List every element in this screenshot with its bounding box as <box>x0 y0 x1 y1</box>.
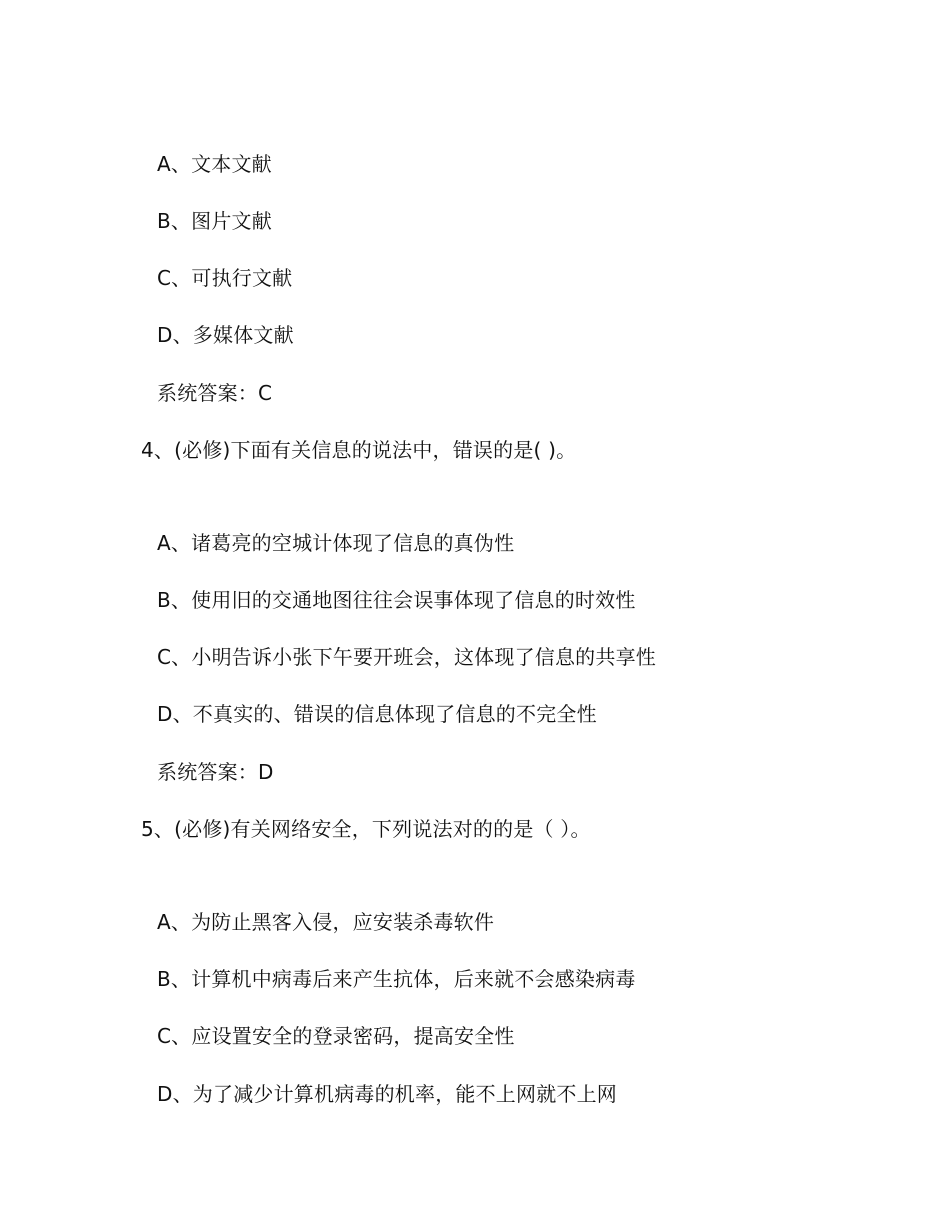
option-d: D、为了减少计算机病毒的机率，能不上网就不上网 <box>157 1082 617 1106</box>
option-c: C、可执行文献 <box>157 266 293 290</box>
option-a: A、诸葛亮的空城计体现了信息的真伪性 <box>157 531 515 555</box>
option-a: A、为防止黑客入侵，应安装杀毒软件 <box>157 910 495 934</box>
option-d: D、多媒体文献 <box>157 323 294 347</box>
question-4: 4、(必修)下面有关信息的说法中，错误的是( )。 <box>141 438 577 462</box>
option-b: B、使用旧的交通地图往往会误事体现了信息的时效性 <box>157 588 636 612</box>
option-b: B、图片文献 <box>157 209 272 233</box>
option-d: D、不真实的、错误的信息体现了信息的不完全性 <box>157 702 597 726</box>
option-b: B、计算机中病毒后来产生抗体，后来就不会感染病毒 <box>157 967 636 991</box>
question-5: 5、(必修)有关网络安全，下列说法对的的是（ ）。 <box>141 817 591 841</box>
system-answer: 系统答案：D <box>157 760 274 784</box>
system-answer: 系统答案：C <box>157 381 273 405</box>
option-c: C、小明告诉小张下午要开班会，这体现了信息的共享性 <box>157 645 656 669</box>
option-c: C、应设置安全的登录密码，提高安全性 <box>157 1024 515 1048</box>
option-a: A、文本文献 <box>157 152 272 176</box>
